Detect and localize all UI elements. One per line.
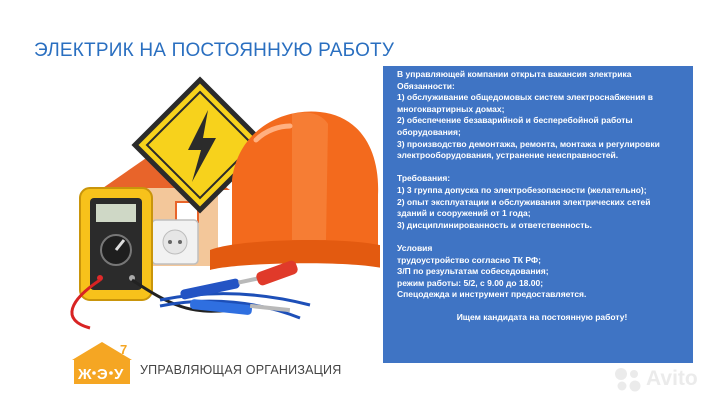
conditions-heading: Условия [397, 242, 433, 253]
vacancy-panel [383, 66, 693, 363]
vacancy-line: оборудования; [397, 126, 461, 137]
watermark-text: Avito [646, 367, 698, 390]
vacancy-line: З/П по результатам собеседования; [397, 266, 549, 277]
vacancy-line: режим работы: 5/2, с 9.00 до 18.00; [397, 277, 544, 288]
electrician-equipment-image [60, 70, 380, 340]
avito-watermark [614, 364, 698, 394]
vacancy-line: электрооборудования, устранение неисправностей. [397, 150, 619, 161]
socket-icon [152, 220, 198, 264]
spacer [397, 231, 687, 243]
vacancy-line: 3) производство демонтажа, ремонта, монтажа и регулировки [397, 138, 660, 149]
vacancy-line: В управляющей компании открыта вакансия электрика [397, 69, 632, 79]
spacer [397, 162, 687, 174]
multimeter-icon [80, 188, 152, 300]
logo-letter: Э [97, 366, 108, 383]
vacancy-line: многоквартирных домах; [397, 103, 505, 114]
vacancy-line: 2) обеспечение безаварийной и бесперебойной работы [397, 115, 633, 126]
logo-letter: У [114, 366, 124, 383]
vacancy-line: 3) дисциплинированность и ответственность. [397, 219, 592, 230]
spacer [397, 301, 687, 313]
closing-line: Ищем кандидата на постоянную работу! [456, 312, 628, 323]
tools-icon [180, 259, 300, 315]
vacancy-line: 1) обслуживание общедомовых систем электроснабжения в [397, 92, 653, 103]
vacancy-line: трудоустройство согласно ТК РФ; [397, 254, 541, 265]
logo-number: 7 [120, 342, 128, 357]
vacancy-line: 1) 3 группа допуска по электробезопасности (желательно); [397, 184, 647, 195]
page-title: ЭЛЕКТРИК НА ПОСТОЯННУЮ РАБОТУ [34, 40, 395, 61]
duties-heading: Обязанности: [397, 80, 455, 91]
logo-letter: Ж [78, 366, 92, 383]
vacancy-line: Спецодежда и инструмент предоставляется. [397, 289, 587, 300]
company-logo [70, 338, 134, 386]
avito-logo-icon [614, 366, 642, 392]
vacancy-line: 2) опыт эксплуатации и обслуживания электрических сетей [397, 196, 651, 207]
requirements-heading: Требования: [397, 173, 451, 184]
logo-label: УПРАВЛЯЮЩАЯ ОРГАНИЗАЦИЯ [140, 363, 342, 377]
vacancy-line: зданий и сооружений от 1 года; [397, 208, 531, 219]
